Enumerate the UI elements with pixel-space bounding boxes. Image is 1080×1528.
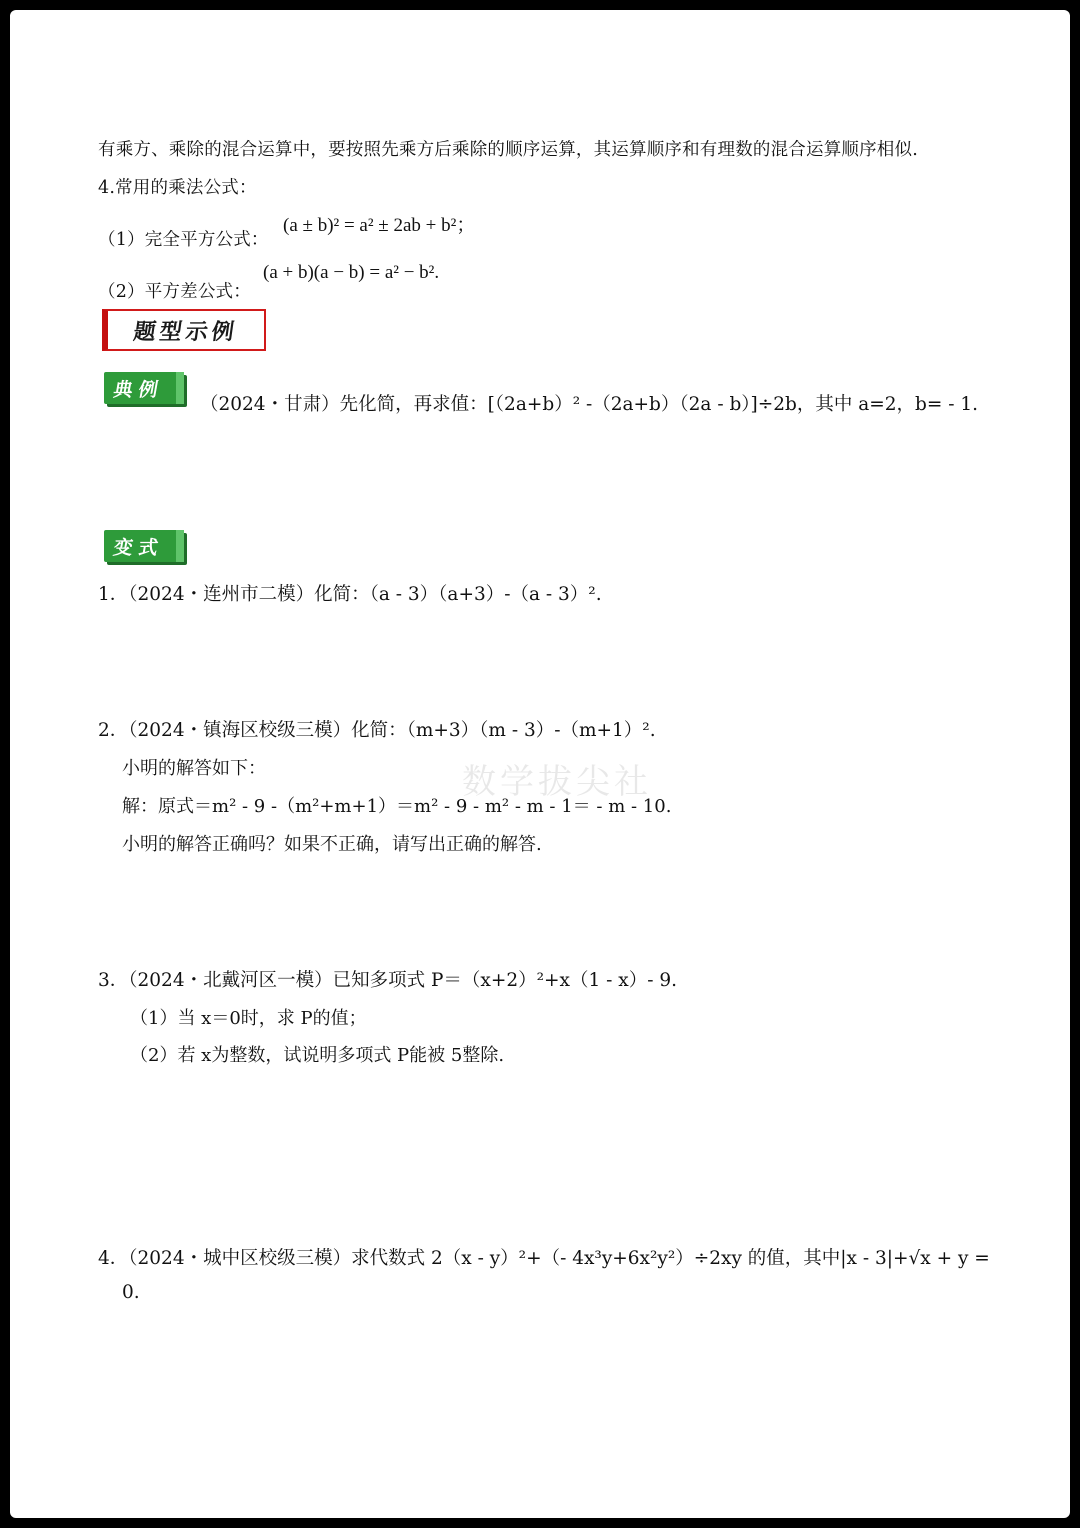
watermark: 数学拔尖社 <box>462 762 652 802</box>
formula1-label: （1）完全平方公式： <box>98 230 269 250</box>
formulas-heading: 4.常用的乘法公式： <box>98 178 257 198</box>
example-tag-label: 典例 <box>111 378 166 401</box>
formula-perfect-square: (a ± b)² = a² ± 2ab + b²； <box>283 215 476 236</box>
question-2-line-2: 解：原式＝m² - 9 -（m²+m+1）＝m² - 9 - m² - m - 1＝ - m - 10. <box>122 796 672 817</box>
example-question: （2024・甘肃）先化简，再求值：[（2a+b）² -（2a+b）（2a - b）]÷2b，其中 a=2，b= - 1. <box>200 394 979 415</box>
question-2-line-1: 小明的解答如下： <box>122 758 266 779</box>
variant-tag <box>104 530 184 562</box>
question-1: 1．（2024・连州市二模）化简：（a - 3）（a+3）-（a - 3）². <box>98 584 602 605</box>
intro-line: 有乘方、乘除的混合运算中，要按照先乘方后乘除的顺序运算，其运算顺序和有理数的混合运算顺序相似. <box>98 140 918 160</box>
section-title-box <box>102 309 266 351</box>
question-3-part-2: （2）若 x为整数，试说明多项式 P能被 5整除. <box>130 1045 505 1066</box>
document-page <box>10 10 1070 1518</box>
formula-difference-of-squares: (a + b)(a − b) = a² − b². <box>263 262 440 283</box>
question-4-continued: 0. <box>122 1282 140 1303</box>
variant-tag-label: 变式 <box>111 536 166 559</box>
example-tag <box>104 372 184 404</box>
question-3: 3．（2024・北戴河区一模）已知多项式 P＝（x+2）²+x（1 - x）- 9. <box>98 970 677 991</box>
section-title: 题型示例 <box>131 319 240 345</box>
formula2-label: （2）平方差公式： <box>98 282 251 302</box>
question-4: 4．（2024・城中区校级三模）求代数式 2（x - y）²+（- 4x³y+6x²y²）÷2xy 的值，其中|x - 3|+√x + y = <box>98 1248 990 1269</box>
question-2: 2．（2024・镇海区校级三模）化简：（m+3）（m - 3）-（m+1）². <box>98 720 656 741</box>
question-3-part-1: （1）当 x＝0时，求 P的值； <box>130 1008 367 1029</box>
question-2-line-3: 小明的解答正确吗？如果不正确，请写出正确的解答. <box>122 834 542 855</box>
